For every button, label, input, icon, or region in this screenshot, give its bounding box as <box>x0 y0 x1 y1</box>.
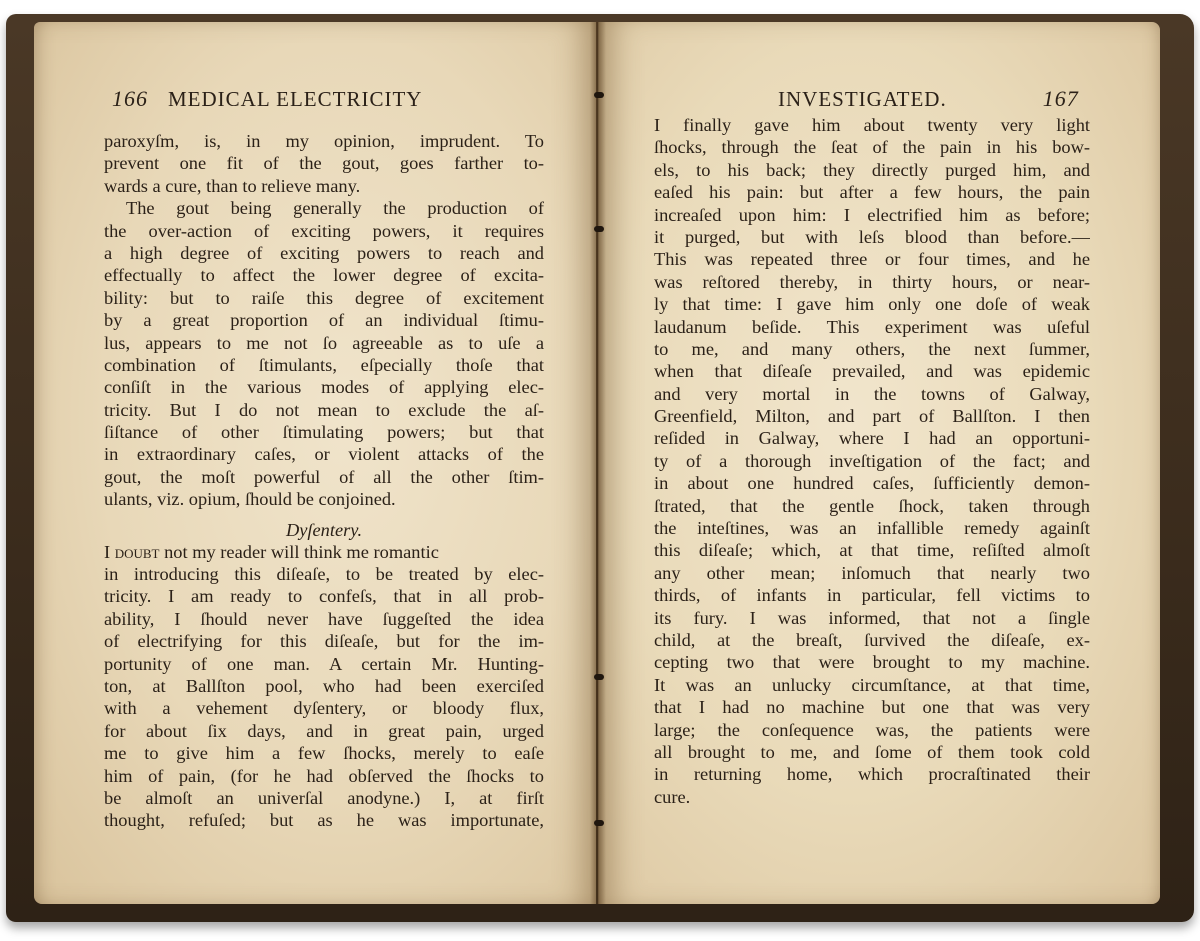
binding-stitch <box>594 226 604 232</box>
text-line: The gout being generally the production of <box>126 198 544 219</box>
right-running-title: INVESTIGATED. <box>778 87 947 111</box>
text-line: the over-action of exciting powers, it requires <box>104 220 544 241</box>
binding-stitch <box>594 674 604 680</box>
text-line: in introducing this diſeaſe, to be treated by elec- <box>104 564 544 585</box>
text-line: him of pain, (for he had obſerved the ſhocks to <box>104 765 544 786</box>
text-line: It was an unlucky circumſtance, at that time, <box>654 674 1090 695</box>
text-line: its fury. I was informed, that not a ſingle <box>654 607 1090 628</box>
text-line: by a great proportion of an individual ſtimu- <box>104 310 544 331</box>
text-line: that I had no machine but one that was very <box>654 697 1090 718</box>
text-line: wards a cure, than to relieve many. <box>104 175 361 196</box>
text-line: lus, appears to me not ſo agreeable as to uſe a <box>104 332 544 353</box>
text-line: gout, the moſt powerful of all the other ſtim- <box>104 466 544 487</box>
text-line: cepting two that were brought to my machine. <box>654 652 1090 673</box>
text-line: This was repeated three or four times, and he <box>654 249 1090 270</box>
text-line: to me, and many others, the next ſummer, <box>654 338 1090 359</box>
text-line: prevent one fit of the gout, goes farther to- <box>104 153 544 174</box>
left-running-head <box>112 86 422 112</box>
right-running-head <box>778 86 1079 112</box>
text-fragment: not my reader will think me romantic <box>159 541 439 562</box>
text-line: tricity. I am ready to confeſs, that in all prob- <box>104 586 544 607</box>
left-body-text <box>104 130 544 832</box>
text-line: be almoſt an univerſal anodyne.) I, at firſt <box>104 787 544 808</box>
text-line: this diſeaſe; which, at that time, reſiſted almoſt <box>654 540 1090 561</box>
text-line: paroxyſm, is, in my opinion, imprudent. To <box>104 131 544 151</box>
left-page-number: 166 <box>112 86 148 111</box>
text-line: and very mortal in the towns of Galway, <box>654 383 1090 404</box>
left-page <box>34 22 596 904</box>
text-line: the inteſtines, was an infallible remedy againſt <box>654 518 1090 539</box>
text-line: laudanum beſide. This experiment was uſeful <box>654 316 1090 337</box>
text-line: it purged, but with leſs blood than before.— <box>654 226 1090 247</box>
text-line: ſtrated, that the gentle ſhock, taken through <box>654 495 1090 516</box>
binding-stitch <box>594 820 604 826</box>
text-line: was reſtored thereby, in thirty hours, or near- <box>654 271 1090 292</box>
section-heading: Dyſentery. <box>285 519 363 540</box>
text-line: for about ſix days, and in great pain, urged <box>104 720 544 741</box>
drop-word: I doubt <box>104 541 160 562</box>
text-line: conſiſt in the various modes of applying elec- <box>104 377 544 398</box>
text-line: a high degree of exciting powers to reach and <box>104 242 544 263</box>
text-line: in returning home, which procraſtinated their <box>654 764 1090 785</box>
text-line: thirds, of infants in particular, fell victims to <box>654 585 1090 606</box>
text-line: when that diſeaſe prevailed, and was epidemic <box>654 361 1090 382</box>
text-line: tricity. But I do not mean to exclude the aſ- <box>104 399 544 420</box>
text-line: effectually to affect the lower degree of excita- <box>104 265 544 286</box>
left-running-title: MEDICAL ELECTRICITY <box>168 87 423 111</box>
text-line: all brought to me, and ſome of them took cold <box>654 741 1090 762</box>
text-line: with a vehement dyſentery, or bloody flux, <box>104 698 544 719</box>
text-line: combination of ſtimulants, eſpecially thoſe that <box>104 354 544 375</box>
text-line <box>104 541 544 563</box>
text-line: ty of a thorough inveſtigation of the fact; and <box>654 450 1090 471</box>
text-line: any other mean; inſomuch that nearly two <box>654 562 1090 583</box>
text-line: thought, refuſed; but as he was importunate, <box>104 810 544 831</box>
text-line: els, to his back; they directly purged him, and <box>654 159 1090 180</box>
right-page-number: 167 <box>1042 86 1079 111</box>
text-line: in extraordinary caſes, or violent attacks of the <box>104 444 544 465</box>
text-line: large; the conſequence was, the patients were <box>654 719 1090 740</box>
text-line: increaſed upon him: I electrified him as before; <box>654 204 1090 225</box>
text-line: ulants, viz. opium, ſhould be conjoined. <box>104 489 396 510</box>
binding-stitch <box>594 92 604 98</box>
right-body-text <box>654 114 1090 808</box>
text-line: child, at the breaſt, ſurvived the diſeaſe, ex- <box>654 629 1090 650</box>
text-line: in about one hundred caſes, ſufficiently demon- <box>654 473 1090 494</box>
text-line: cure. <box>654 786 691 807</box>
text-line: ly that time: I gave him only one doſe of weak <box>654 294 1090 315</box>
text-line: portunity of one man. A certain Mr. Hunting- <box>104 653 544 674</box>
text-line: Greenfield, Milton, and part of Ballſton. I then <box>654 406 1090 427</box>
text-line: eaſed his pain: but after a few hours, the pain <box>654 182 1090 203</box>
book-gutter <box>590 22 606 904</box>
text-line: I finally gave him about twenty very light <box>654 115 1090 135</box>
right-page <box>598 22 1160 904</box>
text-line: me to give him a few ſhocks, merely to eaſe <box>104 743 544 764</box>
text-line: ſiſtance of other ſtimulating powers; but that <box>104 422 544 443</box>
text-line: ability, I ſhould never have ſuggeſted the idea <box>104 608 544 629</box>
text-line: ton, at Ballſton pool, who had been exerciſed <box>104 675 544 696</box>
text-line: bility: but to raiſe this degree of excitement <box>104 287 544 308</box>
text-line: ſhocks, through the ſeat of the pain in his bow- <box>654 137 1090 158</box>
text-line: of electrifying for this diſeaſe, but for the im- <box>104 631 544 652</box>
text-line: reſided in Galway, where I had an opportuni- <box>654 428 1090 449</box>
